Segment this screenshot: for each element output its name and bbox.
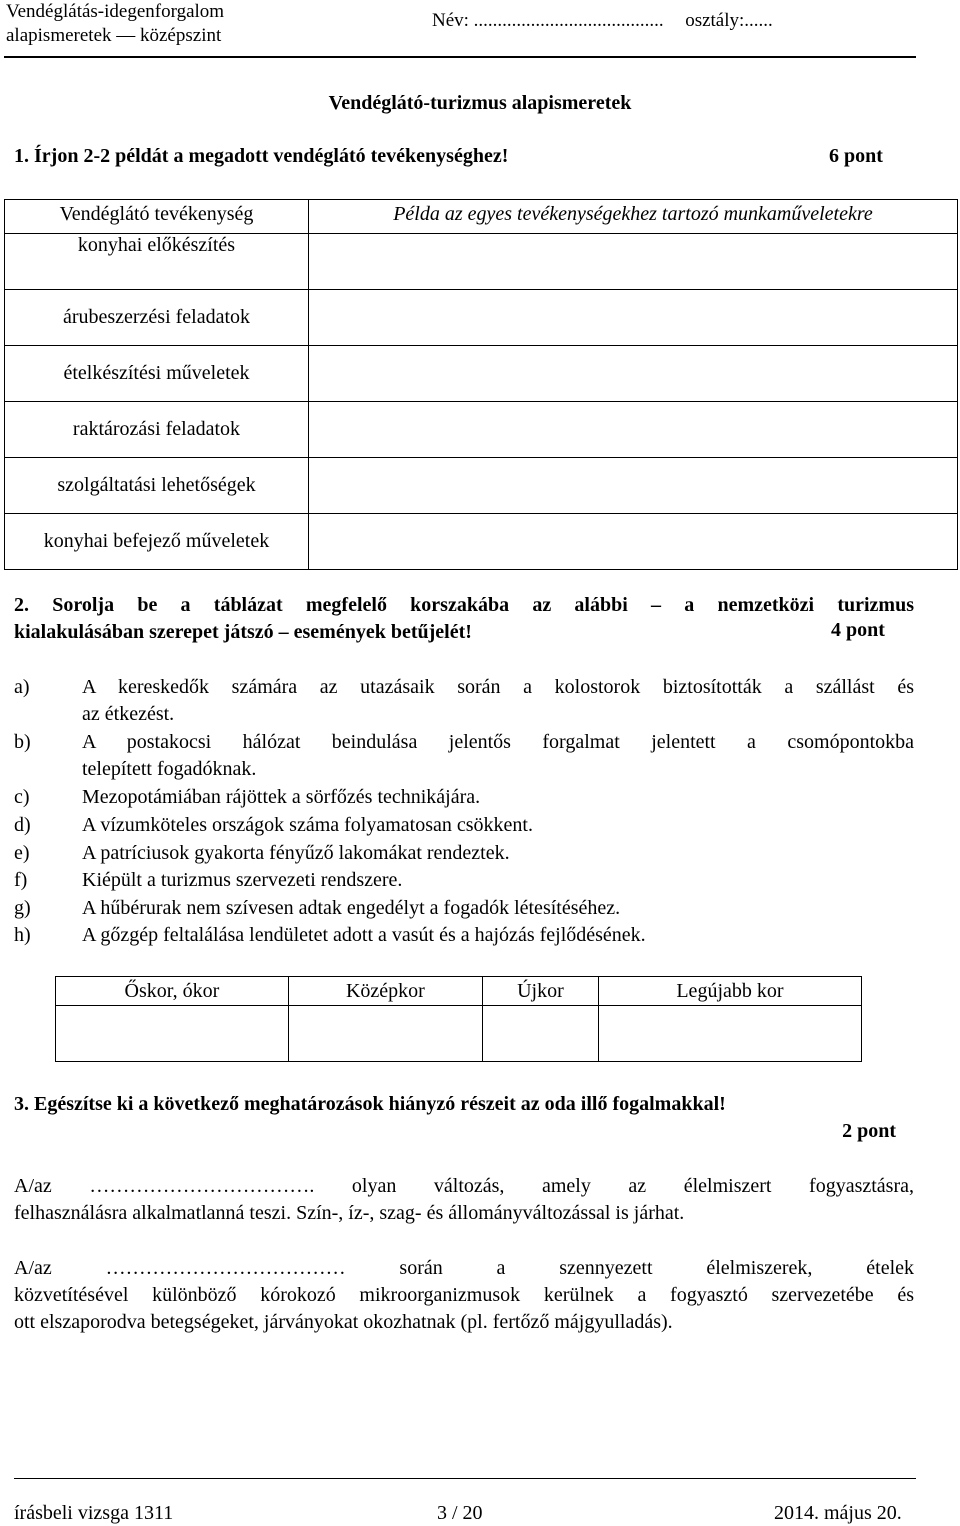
activity-row-label: szolgáltatási lehetőségek xyxy=(5,458,309,514)
item-letter: e) xyxy=(14,842,30,864)
era-header: Középkor xyxy=(288,977,482,1006)
activity-answer-cell[interactable] xyxy=(309,514,958,570)
footer-divider xyxy=(14,1478,916,1479)
activity-answer-cell[interactable] xyxy=(309,402,958,458)
era-answer-cell[interactable] xyxy=(288,1006,482,1062)
era-header: Újkor xyxy=(482,977,598,1006)
era-answer-cell[interactable] xyxy=(598,1006,861,1062)
header-name-class xyxy=(432,10,773,32)
item-letter: a) xyxy=(14,676,30,698)
activity-answer-cell[interactable] xyxy=(309,346,958,402)
item-text: A hűbérurak nem szívesen adtak engedélyt a fogadók létesítéséhez. xyxy=(82,897,621,919)
definition-2-line1: A/az ……………………………… során a szennyezett élelmiszerek, ételek xyxy=(14,1257,914,1279)
question-1-text: 1. Írjon 2-2 példát a megadott vendéglátó tevékenységhez! xyxy=(14,145,509,167)
activity-row-label: konyhai előkészítés xyxy=(5,234,309,290)
era-answer-cell[interactable] xyxy=(482,1006,598,1062)
header-divider xyxy=(4,56,916,58)
item-text: Kiépült a turizmus szervezeti rendszere. xyxy=(82,869,403,891)
definition-1-line1: A/az ……………………………. olyan változás, amely az élelmiszert fogyasztásra, xyxy=(14,1175,914,1197)
activity-answer-cell[interactable] xyxy=(309,458,958,514)
activity-answer-cell[interactable] xyxy=(309,234,958,290)
activity-answer-cell[interactable] xyxy=(309,290,958,346)
definition-2-line2: közvetítésével különböző kórokozó mikroorganizmusok kerülnek a fogyasztó szervezetébe és xyxy=(14,1284,914,1306)
question-2-line2: kialakulásában szerepet játszó – események betűjelét! xyxy=(14,621,472,643)
item-text-cont: az étkezést. xyxy=(82,703,175,725)
question-3-points: 2 pont xyxy=(842,1120,896,1142)
era-header: Őskor, ókor xyxy=(56,977,289,1006)
activity-row-label: árubeszerzési feladatok xyxy=(5,290,309,346)
activity-row-label: raktározási feladatok xyxy=(5,402,309,458)
section-title: Vendéglátó-turizmus alapismeretek xyxy=(328,92,632,114)
definition-2 xyxy=(14,1255,914,1336)
era-table xyxy=(55,976,862,1062)
question-2-line1: 2. Sorolja be a táblázat megfelelő korszakába az alábbi – a nemzetközi turizmus xyxy=(14,594,914,616)
item-letter: g) xyxy=(14,897,31,919)
era-header: Legújabb kor xyxy=(598,977,861,1006)
activity-row-label: ételkészítési műveletek xyxy=(5,346,309,402)
header-subject-line2: alapismeretek — középszint xyxy=(6,25,222,46)
definition-1 xyxy=(14,1173,914,1227)
item-letter: h) xyxy=(14,924,31,946)
name-field-label: Név: ........................................ xyxy=(432,10,664,31)
header-subject xyxy=(6,0,224,48)
activity-table xyxy=(4,199,958,570)
item-letter: b) xyxy=(14,731,31,753)
footer-page-number: 3 / 20 xyxy=(437,1502,483,1524)
definition-2-line3: ott elszaporodva betegségeket, járványokat okozhatnak (pl. fertőző májgyulladás). xyxy=(14,1311,673,1333)
definition-1-line2: felhasználásra alkalmatlanná teszi. Szín-, íz-, szag- és állományváltozással is járhat. xyxy=(14,1202,685,1224)
question-2-points: 4 pont xyxy=(831,619,885,641)
era-answer-cell[interactable] xyxy=(56,1006,289,1062)
item-letter: c) xyxy=(14,786,30,808)
question-2-text xyxy=(14,592,914,646)
activity-row-label: konyhai befejező műveletek xyxy=(5,514,309,570)
activity-table-header-activity: Vendéglátó tevékenység xyxy=(5,200,309,234)
footer-exam-code: írásbeli vizsga 1311 xyxy=(14,1502,174,1524)
question-1-points: 6 pont xyxy=(829,145,883,167)
item-letter: f) xyxy=(14,869,28,891)
question-3-text: 3. Egészítse ki a következő meghatározások hiányzó részeit az oda illő fogalmakkal! xyxy=(14,1093,726,1115)
item-text: A postakocsi hálózat beindulása jelentős forgalmat jelentett a csomópontokba xyxy=(82,731,914,753)
item-letter: d) xyxy=(14,814,31,836)
item-text: A gőzgép feltalálása lendületet adott a vasút és a hajózás fejlődésének. xyxy=(82,924,646,946)
item-text: A vízumköteles országok száma folyamatosan csökkent. xyxy=(82,814,533,836)
class-field-label: osztály:...... xyxy=(685,10,773,31)
item-text-cont: telepített fogadóknak. xyxy=(82,758,257,780)
footer-date: 2014. május 20. xyxy=(774,1502,902,1524)
activity-table-header-example: Példa az egyes tevékenységekhez tartozó munkaműveletekre xyxy=(309,200,958,234)
item-text: Mezopotámiában rájöttek a sörfőzés technikájára. xyxy=(82,786,481,808)
item-text: A kereskedők számára az utazásaik során a kolostorok biztosították a szállást és xyxy=(82,676,914,698)
header-subject-line1: Vendéglátás-idegenforgalom xyxy=(6,1,225,22)
item-text: A patríciusok gyakorta fényűző lakomákat rendeztek. xyxy=(82,842,510,864)
